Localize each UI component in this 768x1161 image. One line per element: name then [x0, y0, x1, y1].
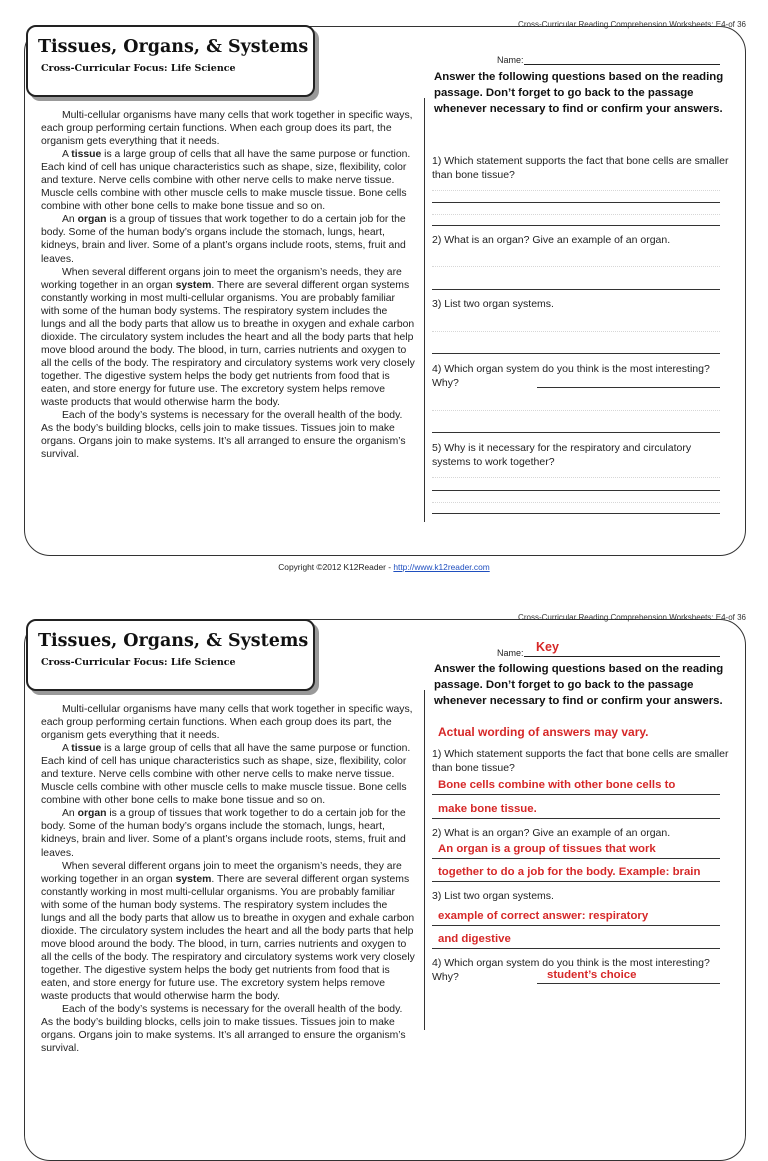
column-divider — [424, 98, 425, 522]
answer-line-q3[interactable] — [432, 353, 720, 354]
question-4: 4) Which organ system do you think is the most interesting? Why? — [432, 363, 710, 390]
answer-1-line-2: make bone tissue. — [438, 803, 537, 815]
passage-paragraph: Multi-cellular organisms have many cells that work together in specific ways, each group performing certain functions. When each group does its part, the organism gets everything that it needs. — [41, 704, 413, 742]
answer-2-line-2: together to do a job for the body. Example: brain — [438, 866, 701, 878]
passage-paragraph: An organ is a group of tissues that work together to do a certain job for the body. Some of the human body’s organs include the stomach, lungs, heart, kidneys, brain and liver. Some of a plant’s organs include roots, stems, fruit and leaves. — [41, 214, 406, 265]
answer-guide — [432, 477, 720, 478]
name-label: Name: — [497, 648, 524, 658]
passage-paragraph: When several different organs join to meet the organism’s needs, they are working together in an organ system. There are several different organ systems constantly working in most multi-cellular organisms. You are probably familiar with some of the human body systems. The respiratory system includes the lungs and all the body parts that allow us to breathe in oxygen and exhale carbon dioxide. The circulatory system includes the heart and all the body parts that help move blood around the body. The blood, in turn, carries nutrients and oxygen to all the cells of the body. The respiratory and circulatory systems work very closely together. The digestive system helps the body get nutrients from food that is eaten, and store energy for future use. The excretory system helps remove waste products that would otherwise harm the body. — [41, 860, 415, 1003]
passage-paragraph: Each of the body’s systems is necessary for the overall health of the body. As the body’s building blocks, cells join to make tissues. Tissues join to make organs. Organs join to make systems. It’s all arranged to ensure the organism’s survival. — [41, 1004, 406, 1055]
reading-passage — [41, 109, 415, 461]
answer-line-q1[interactable] — [432, 225, 720, 226]
question-5: 5) Why is it necessary for the respiratory and circulatory systems to work together? — [432, 442, 692, 469]
name-field[interactable] — [524, 54, 720, 65]
series-header: Cross-Curricular Reading Comprehension Worksheets: E4-of 36 — [518, 613, 746, 622]
question-4: 4) Which organ system do you think is the most interesting? Why? — [432, 957, 710, 984]
answer-guide — [432, 502, 720, 503]
passage-paragraph: When several different organs join to meet the organism’s needs, they are working together in an organ system. There are several different organ systems constantly working in most multi-cellular organisms. You are probably familiar with some of the human body systems. The respiratory system includes the lungs and all the body parts that allow us to breathe in oxygen and exhale carbon dioxide. The circulatory system includes the heart and all the body parts that help move blood around the body. The blood, in turn, carries nutrients and oxygen to all the cells of the body. The respiratory and circulatory systems work very closely together. The digestive system helps the body get nutrients from food that is eaten, and store energy for future use. The excretory system helps remove waste products that would otherwise harm the body. — [41, 266, 415, 409]
answer-line-q2[interactable] — [432, 881, 720, 882]
answer-line-q2[interactable] — [432, 858, 720, 859]
worksheet-subtitle: Cross-Curricular Focus: Life Science — [41, 63, 236, 74]
answer-line-q3[interactable] — [432, 948, 720, 949]
worksheet-title: Tissues, Organs, & Systems — [38, 37, 309, 57]
column-divider — [424, 690, 425, 1030]
question-3: 3) List two organ systems. — [432, 298, 554, 310]
worksheet-subtitle: Cross-Curricular Focus: Life Science — [41, 657, 236, 668]
answer-note: Actual wording of answers may vary. — [438, 725, 649, 739]
passage-paragraph: Each of the body’s systems is necessary for the overall health of the body. As the body’s building blocks, cells join to make tissues. Tissues join to make organs. Organs join to make systems. It’s all arranged to ensure the organism’s survival. — [41, 410, 406, 461]
copyright-footer — [0, 562, 768, 572]
series-header: Cross-Curricular Reading Comprehension Worksheets: E4-of 36 — [518, 20, 746, 29]
term-organ: organ — [77, 214, 107, 226]
answer-guide — [432, 410, 720, 411]
answer-1-line-1: Bone cells combine with other bone cells to — [438, 779, 676, 791]
answer-2-line-1: An organ is a group of tissues that work — [438, 843, 656, 855]
question-2: 2) What is an organ? Give an example of an organ. — [432, 234, 671, 246]
answer-line-q1[interactable] — [432, 202, 720, 203]
answer-key-name: Key — [536, 640, 559, 654]
instructions: Answer the following questions based on the reading passage. Don’t forget to go back to the passage whenever necessary to find or confirm your answers. — [434, 663, 724, 707]
answer-guide — [432, 190, 720, 191]
passage-paragraph: An organ is a group of tissues that work together to do a certain job for the body. Some of the human body’s organs include the stomach, lungs, heart, kidneys, brain and liver. Some of a plant’s organs include roots, stems, fruit and leaves. — [41, 808, 406, 859]
passage-paragraph: Multi-cellular organisms have many cells that work together in specific ways, each group performing certain functions. When each group does its part, the organism gets everything that it needs. — [41, 110, 413, 148]
answer-guide — [432, 331, 720, 332]
answer-line-q4-inline[interactable] — [537, 387, 720, 388]
answer-line-q4-inline[interactable] — [537, 983, 720, 984]
k12reader-link[interactable]: http://www.k12reader.com — [393, 562, 490, 572]
term-system: system — [175, 873, 212, 885]
term-organ: organ — [77, 808, 107, 820]
answer-line-q2[interactable] — [432, 289, 720, 290]
instructions: Answer the following questions based on the reading passage. Don’t forget to go back to the passage whenever necessary to find or confirm your answers. — [434, 71, 724, 115]
answer-guide — [432, 214, 720, 215]
question-3: 3) List two organ systems. — [432, 890, 554, 902]
term-tissue: tissue — [71, 149, 102, 161]
question-1: 1) Which statement supports the fact that bone cells are smaller than bone tissue? — [432, 155, 729, 182]
answer-3-line-1: example of correct answer: respiratory — [438, 910, 649, 922]
question-1: 1) Which statement supports the fact that bone cells are smaller than bone tissue? — [432, 748, 729, 775]
term-system: system — [175, 279, 212, 291]
answer-line-q1[interactable] — [432, 818, 720, 819]
passage-paragraph: A tissue is a large group of cells that all have the same purpose or function. Each kind of cell has unique characteristics such as shape, size, flexibility, color and texture. Nerve cells combine with other nerve cells to make nerve tissue. Muscle cells combine with other muscle cells to make muscle tissue. Bone cells combine with other bone cells to make bone tissue and so on. — [41, 743, 411, 807]
worksheet-title: Tissues, Organs, & Systems — [38, 631, 309, 651]
answer-guide — [432, 266, 720, 267]
answer-line-q4[interactable] — [432, 432, 720, 433]
worksheet-page-key — [0, 594, 768, 1055]
answer-line-q5[interactable] — [432, 490, 720, 491]
title-box — [26, 25, 315, 97]
answer-4: student’s choice — [547, 969, 637, 981]
answer-line-q5[interactable] — [432, 513, 720, 514]
reading-passage — [41, 703, 415, 1055]
copyright-text: Copyright ©2012 K12Reader - — [278, 562, 394, 572]
question-2: 2) What is an organ? Give an example of an organ. — [432, 827, 671, 839]
answer-3-line-2: and digestive — [438, 933, 511, 945]
name-label: Name: — [497, 55, 524, 65]
answer-line-q1[interactable] — [432, 794, 720, 795]
passage-paragraph: A tissue is a large group of cells that all have the same purpose or function. Each kind of cell has unique characteristics such as shape, size, flexibility, color and texture. Nerve cells combine with other nerve cells to make nerve tissue. Muscle cells combine with other muscle cells to make muscle tissue. Bone cells combine with other bone cells to make bone tissue and so on. — [41, 149, 411, 213]
title-box — [26, 619, 315, 691]
answer-line-q3[interactable] — [432, 925, 720, 926]
term-tissue: tissue — [71, 743, 102, 755]
